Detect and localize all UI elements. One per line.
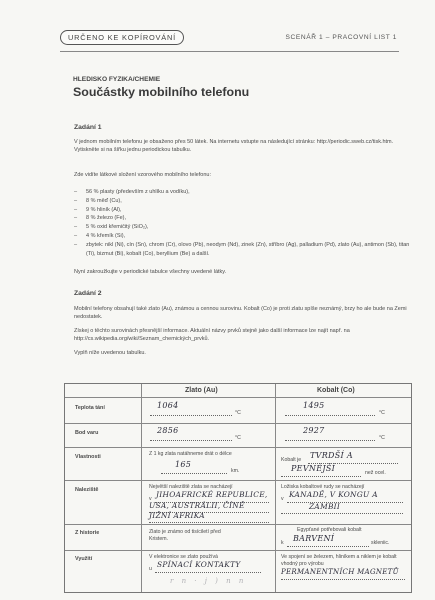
gold-source-prefix: v [149,496,152,502]
row-divider [65,524,411,525]
gold-props-text: Z 1 kg zlata natáhneme drát o délce [149,451,232,457]
answer-line [285,415,375,416]
task2-paragraph-3: Vyplň níže uvedenou tabulku. [74,350,146,356]
cobalt-history-suffix: skleniic. [371,540,390,546]
section-kicker: HLEDISKO FYZIKA/CHEMIE [73,76,161,83]
gold-use-text: V elektronice se zlato používá [149,554,218,560]
list-item: – 5 % oxid křemičitý (SiO₂), [74,223,414,232]
answer-line [281,579,405,580]
task1-outro: Nyní zakroužkujte v periodické tabulce všechny uvedené látky. [74,269,227,275]
list-item: – 9 % hliník (Al), [74,206,414,215]
row-divider [65,423,411,424]
unit-label: °C [379,410,385,416]
answer-line [149,522,269,523]
answer-line [281,476,361,477]
list-item: – 8 % železo (Fe), [74,214,414,223]
sheet-label: SCENÁŘ 1 – PRACOVNÍ LIST 1 [285,34,397,41]
list-item: – 56 % plasty (především z uhlíku a vodíku), [74,188,414,197]
task2-paragraph-1: Mobilní telefony obsahují také zlato (Au), známou a cennou surovinu. Kobalt (Co) je proti zlatu spíše neznámý, brzy ho ale bude na Zemi nedostatek. [74,306,407,320]
cobalt-history-value[interactable]: BARVENÍ [293,534,335,543]
cobalt-source-line-1[interactable]: KANADĚ, V KONGU A [289,490,378,499]
cobalt-props-value-2[interactable]: PEVNĚJŠÍ [291,464,336,473]
row-label-properties: Vlastnosti [75,454,101,460]
gold-source-line-3[interactable]: JIŽNÍ AFRIKA [149,511,205,520]
column-divider [141,384,142,592]
row-divider [65,550,411,551]
unit-label: °C [235,410,241,416]
gold-source-line-2[interactable]: USA, AUSTRÁLII, ČÍNĚ [149,501,245,510]
row-label-use: Využití [75,556,93,562]
cobalt-history-prefix: k [281,540,284,546]
row-divider [65,397,411,398]
list-item: – zbytek: nikl (Ni), cín (Sn), chrom (Cr), olovo (Pb), neodym (Nd), zinek (Zn), stříbro (Ag), palladium (Pd), zlato (Au), antimon (Sb), titan (Ti), bizmut (Bi), kobalt (Co), beryllium (Be) a další. [74,241,414,259]
cobalt-history-text: Egypťané potřebovali kobalt [297,527,362,533]
gold-history-text: Zlato je známo od tisíciletí před Kristem. [149,529,221,542]
row-label-boiling: Bod varu [75,430,99,436]
page-title: Součástky mobilního telefonu [73,85,250,99]
cobalt-source-prefix: v [281,496,284,502]
row-label-source: Naleziště [75,487,99,493]
row-label-melting: Teplota tání [75,405,105,411]
task1-intro: V jednom mobilním telefonu je obsaženo přes 50 látek. Na internetu vstupte na následující stránku: http://periodic.sweb.cz/tisk.htm. Vytiskněte si na šířku jednu periodickou tabulku. [74,139,394,153]
cobalt-props-suffix: než ocel. [365,470,386,476]
row-divider [65,447,411,448]
list-item: – 8 % měď (Cu), [74,197,414,206]
gold-melting-value[interactable]: 1064 [157,401,179,410]
task2-paragraph-2: Získej o těchto surovinách přesnější informace. Aktuální názvy prvků stejně jako další informace lze najít např. na http://cs.wikipedia.org/wiki/Seznam_chemických_prvků. [74,328,350,342]
answer-line [287,502,403,503]
header-rule [60,51,399,52]
list-item: – 4 % křemík (Si), [74,232,414,241]
row-label-history: Z historie [75,530,100,536]
cobalt-props-value-1[interactable]: TVRDŠÍ A [310,451,353,460]
cobalt-use-text: Ve spojení se železem, hliníkem a niklem je kobalt vhodný pro výrobu [281,554,397,567]
cobalt-source-line-2[interactable]: ZAMBII [309,502,341,511]
unit-label: °C [379,435,385,441]
unit-label: °C [235,435,241,441]
gold-source-text: Největší naleziště zlata se nacházejí [149,484,233,490]
cobalt-boiling-value[interactable]: 2927 [303,426,325,435]
answer-line [155,572,261,573]
gold-props-unit: km. [231,468,240,474]
cobalt-props-prefix: Kobalt je [281,457,302,463]
task2-heading: Zadání 2 [74,290,102,297]
answer-line [150,415,232,416]
row-divider [65,480,411,481]
copy-badge: URČENO KE KOPÍROVÁNÍ [60,30,184,45]
gold-use-value[interactable]: SPÍNACÍ KONTAKTY [157,560,241,569]
task1-lead: Zde vidíte látkové složení vzorového mobilního telefonu: [74,172,211,178]
faint-scrawl: r n · j ) n n [170,577,247,585]
gold-use-prefix: u [149,566,152,572]
cobalt-melting-value[interactable]: 1495 [303,401,325,410]
gold-boiling-value[interactable]: 2856 [157,426,179,435]
composition-list [74,188,414,258]
cobalt-source-text: Ložiska kobaltové rudy se nacházejí [281,484,365,490]
gold-column-header: Zlato (Au) [185,387,218,394]
cobalt-use-value[interactable]: PERMANENTNÍCH MAGNETŮ [281,568,399,576]
elements-table [64,383,412,593]
answer-line [285,440,375,441]
column-divider [275,384,276,592]
answer-line [281,513,403,514]
answer-line [150,440,232,441]
gold-source-line-1[interactable]: JIHOAFRICKÉ REPUBLICE, [156,490,268,499]
cobalt-column-header: Kobalt (Co) [317,387,355,394]
answer-line [161,473,227,474]
task1-heading: Zadání 1 [74,124,102,131]
answer-line [287,546,369,547]
gold-props-value[interactable]: 165 [175,460,192,469]
